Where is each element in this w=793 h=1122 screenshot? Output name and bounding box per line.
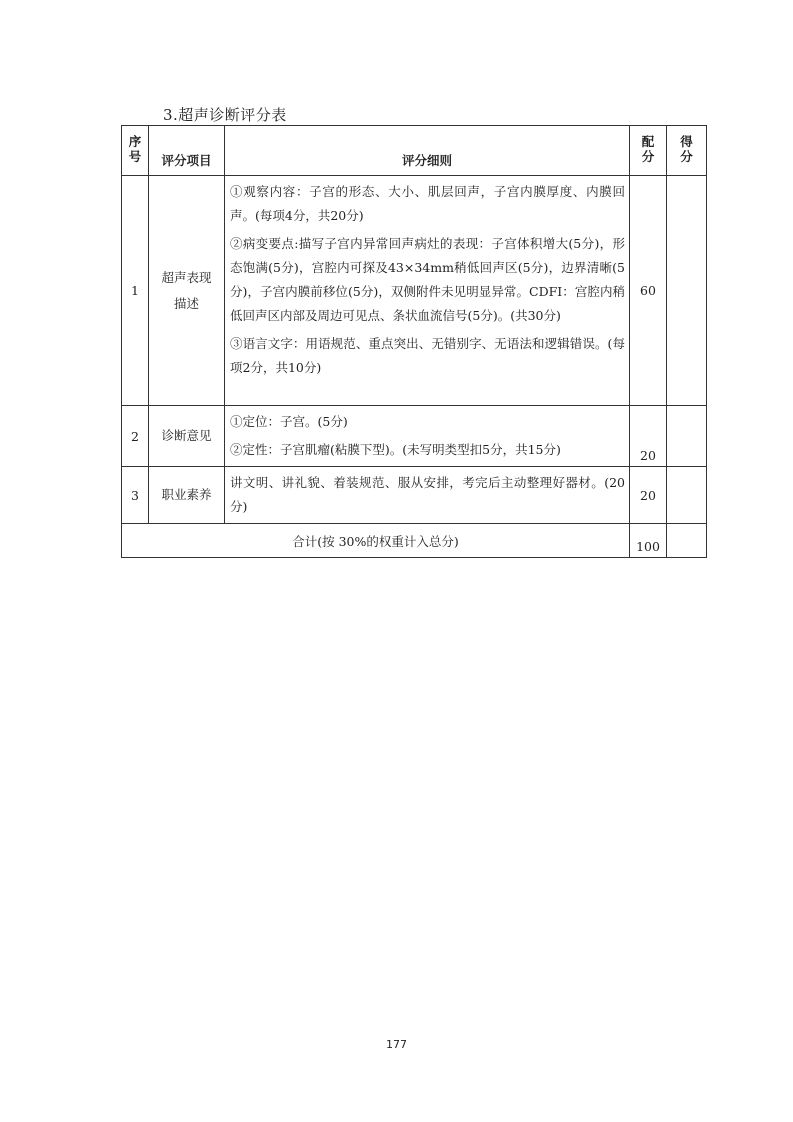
table-row xyxy=(122,406,707,467)
table-row xyxy=(122,467,707,524)
table-header-row xyxy=(122,126,707,176)
table-total-row xyxy=(122,524,707,558)
row-rules xyxy=(225,406,630,467)
row-rules xyxy=(225,467,630,524)
scoring-table xyxy=(121,125,707,558)
rule-text: ①观察内容：子宫的形态、大小、肌层回声，子宫内膜厚度、内膜回声。(每项4分，共20分) xyxy=(230,184,625,223)
row-item: 诊断意见 xyxy=(149,406,225,467)
total-label: 合计(按 30%的权重计入总分) xyxy=(122,524,630,558)
header-item: 评分项目 xyxy=(149,126,225,176)
rule-text: ②病变要点:描写子宫内异常回声病灶的表现：子宫体积增大(5分)，形态饱满(5分)，宫腔内可探及43×34mm稍低回声区(5分)，边界清晰(5分)，子宫内膜前移位(5分)，双侧附件未见明显异常。CDFI：宫腔内稍低回声区内部及周边可见点、条状血流信号(5分)。(共30分) xyxy=(230,236,626,323)
header-no: 序 号 xyxy=(122,126,149,176)
header-points: 配 分 xyxy=(630,126,667,176)
rule-text: ③语言文字：用语规范、重点突出、无错别字、无语法和逻辑错误。(每项2分，共10分) xyxy=(230,336,625,375)
row-no: 1 xyxy=(122,176,149,406)
row-score-cell[interactable] xyxy=(667,467,707,524)
row-points: 20 xyxy=(630,406,667,467)
row-no: 3 xyxy=(122,467,149,524)
row-points: 20 xyxy=(630,467,667,524)
row-item: 职业素养 xyxy=(149,467,225,524)
total-points: 100 xyxy=(630,524,667,558)
row-rules xyxy=(225,176,630,406)
row-score-cell[interactable] xyxy=(667,406,707,467)
row-score-cell[interactable] xyxy=(667,176,707,406)
rule-text: ②定性：子宫肌瘤(粘膜下型)。(未写明类型扣5分，共15分) xyxy=(230,442,561,457)
row-points: 60 xyxy=(630,176,667,406)
page-number: 177 xyxy=(386,1038,407,1051)
total-score-cell[interactable] xyxy=(667,524,707,558)
section-title: 3.超声诊断评分表 xyxy=(163,106,287,124)
table-row xyxy=(122,176,707,406)
header-rules: 评分细则 xyxy=(225,126,630,176)
row-item: 超声表现 描述 xyxy=(149,176,225,406)
rule-text: 讲文明、讲礼貌、着装规范、服从安排，考完后主动整理好器材。(20分) xyxy=(230,475,625,514)
rule-text: ①定位：子宫。(5分) xyxy=(230,414,348,429)
header-score: 得 分 xyxy=(667,126,707,176)
row-no: 2 xyxy=(122,406,149,467)
